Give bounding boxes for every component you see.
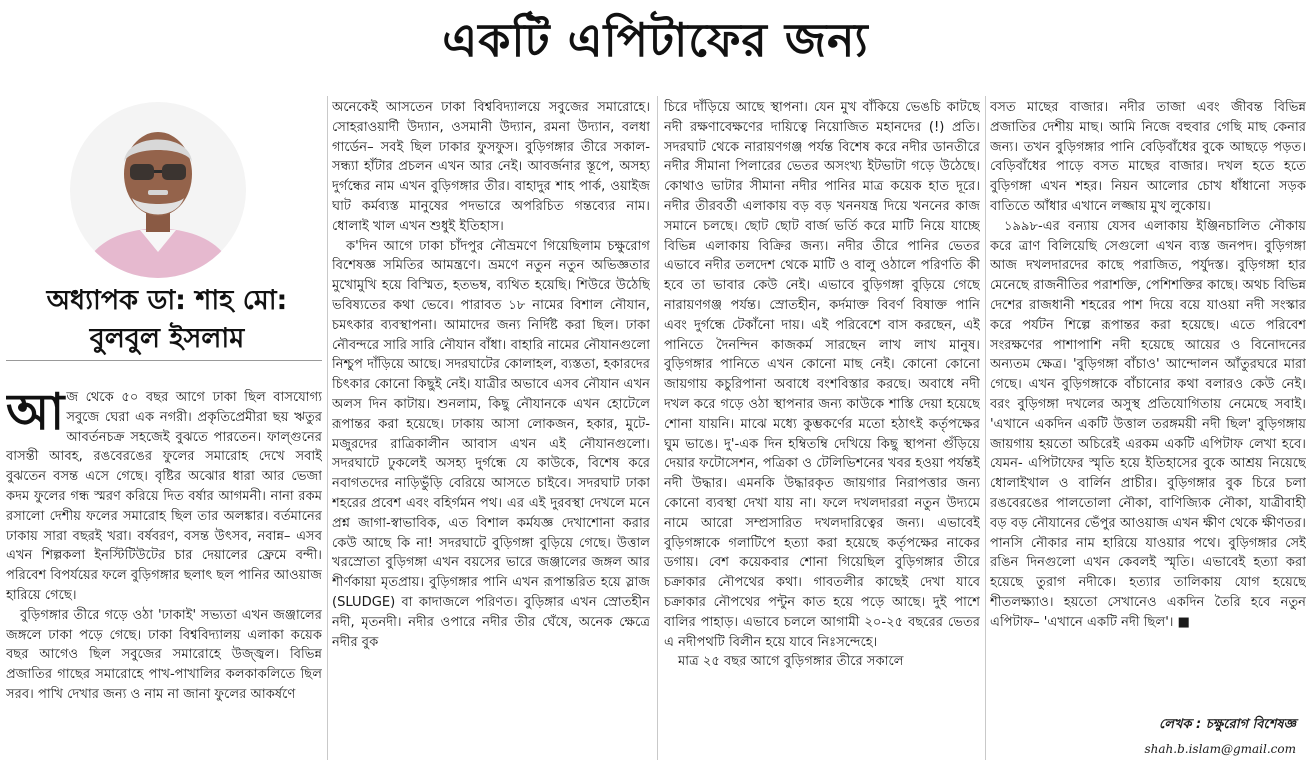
column-rule [327, 96, 328, 760]
article-column-1 [6, 388, 322, 760]
paragraph-text: জ থেকে ৫০ বছর আগে ঢাকা ছিল বাসযোগ্য সবুজে ঘেরা এক নগরী। প্রকৃতিপ্রেমীরা ছয় ঋতুর আবর্তনচক্র সহজেই বুঝতে পারতেন। ফাল্গুনের বাসন্তী আবহ, রঙবেরঙের ফুলের সমারোহ দেখে সবাই বুঝতেন বসন্ত এসে গেছে। বৃষ্টির অঝোর ধারা আর ভেজা কদম ফুলের গন্ধ স্মরণ করিয়ে দিত বর্ষার আগমনী। নানা রকম রসালো দেশীয় ফলের সমারোহ ছিল তার অলঙ্কার। বর্তমানের ঢাকায় সারা বছরই খরা। বর্ষবরণ, বসন্ত উৎসব, নবান্ন– এসব এখন শিল্পকলা ইনস্টিটিউটের চার দেয়ালের ফ্রেমে বন্দী। পরিবেশ বিপর্যয়ের ফলে বুড়িগঙ্গার ছলাৎ ছল পানির আওয়াজ হারিয়ে গেছে। [6, 390, 322, 603]
author-name-line2: বুলবুল ইসলাম [89, 323, 245, 354]
paragraph: বসত মাছের বাজার। নদীর তাজা এবং জীবন্ত বিভিন্ন প্রজাতির দেশীয় মাছ। আমি নিজে বহুবার গেছি মাছ কেনার জন্য। তখন বুড়িগঙ্গার পানি বেড়িবাঁধের বুকে আছড়ে পড়ত। বেড়িবাঁধের পাড়ে বসত মাছের বাজার। দখল হতে হতে বুড়িগঙ্গা এখন শহর। নিয়ন আলোর চোখ ধাঁধানো সড়ক বাতিতে আঁধার এখানে লজ্জায় মুখ লুকোয়। [990, 100, 1306, 214]
paragraph: বুড়িগঙ্গার তীরে গড়ে ওঠা 'ঢাকাই' সভ্যতা এখন জঞ্জালের জঙ্গলে ঢাকা পড়ে গেছে। ঢাকা বিশ্ববিদ্যালয় এলাকা কয়েক বছর আগেও ছিল সবুজের সমারোহে উজ্জ্বল। বিভিন্ন প্রজাতির গাছের সমারোহে পাখ-পাখালির কলকাকলিতে ছিল সরব। পাখি দেখার জন্য ও নাম না জানা ফুলের আকর্ষণে [6, 607, 322, 702]
author-email: shah.b.islam@gmail.com [1144, 742, 1296, 756]
author-name-line1: অধ্যাপক ডা: শাহ মো: [46, 285, 288, 316]
paragraph: চিরে দাঁড়িয়ে আছে স্থাপনা। যেন মুখ বাঁকিয়ে ভেঙচি কাটছে নদী রক্ষণাবেক্ষণের দায়িত্বে নিয়োজিত মহানদের (!) প্রতি। সদরঘাট থেকে নারায়ণগঞ্জ পর্যন্ত বিশেষ করে নদীর ডানতীরে নদীর সীমানা পিলারের ভেতর অসংখ্য ইটভাটা গড়ে উঠেছে। কোথাও ভাটার সীমানা নদীর পানির মাত্র কয়েক হাত দূরে। নদীর তীরবর্তী এলাকায় বড় বড় খননযন্ত্র দিয়ে খননের কাজ সমানে চলছে। ছোট ছোট বার্জ ভর্তি করে মাটি নিয়ে যাচ্ছে বিভিন্ন এলাকায় বিক্রির জন্য। নদীর তীরে পানির ভেতর এভাবে নদীর তলদেশ থেকে মাটি ও বালু ওঠালে পরিণতি কী হবে তা ভাবার কেউ নেই। এভাবে বুড়িগঙ্গা বুড়িয়ে গেছে নারায়ণগঞ্জ পর্যন্ত। স্রোতহীন, কর্দমাক্ত বিবর্ণ বিষাক্ত পানি এবং দুর্গন্ধে টেকাঁনো দায়। এই পরিবেশে বাস করছেন, এই পানিতে দৈনন্দিন কাজকর্ম সারছেন লাখ লাখ মানুষ। বুড়িগঙ্গার পানিতে এখন কোনো মাছ নেই। কোনো কোনো জায়গায় কচুরিপানা অবাধে বংশবিস্তার করছে। অবাধে নদী দখল করে গড়ে ওঠা স্থাপনার জন্য কাউকে শাস্তি দেয়া হয়েছে শোনা যায়নি। মাঝে মধ্যে কুম্ভকর্ণের মতো হঠাৎই কর্তৃপক্ষের ঘুম ভাঙে। দু'-এক দিন হম্বিতম্বি দেখিয়ে কিছু স্থাপনা গুঁড়িয়ে দেয়ার ফটোসেশন, পত্রিকা ও টেলিভিশনের খবর হওয়া পর্যন্তই নদী উদ্ধার। এমনকি উদ্ধারকৃত জায়গার নিরাপত্তার জন্য কোনো ব্যবস্থা দেখা যায় না। ফলে দখলদাররা নতুন উদ্যমে নামে আরো সম্প্রসারিত দখলদারিত্বের জন্য। এভাবেই বুড়িগঙ্গাকে গলাটিপে হত্যা করা হয়েছে কর্তৃপক্ষের নাকের ডগায়। বেশ কয়েকবার শোনা গিয়েছিল বুড়িগঙ্গার তীরে চক্রাকার নৌপথের কথা। গাবতলীর কাছেই দেখা যাবে চক্রাকার নৌপথের পন্টুন কাত হয়ে পড়ে আছে। দুই পাশে বালির পাহাড়। এভাবে চললে আগামী ২০-২৫ বছরের ভেতর এ নদীপথটি বিলীন হয়ে যাবে নিঃসন্দেহে। [664, 100, 980, 650]
author-credit: লেখক : চক্ষুরোগ বিশেষজ্ঞ [1158, 717, 1296, 732]
drop-cap: আ [6, 388, 65, 441]
paragraph: মাত্র ২৫ বছর আগে বুড়িগঙ্গার তীরে সকালে [678, 654, 904, 670]
paragraph [6, 388, 322, 606]
article-title: একটি এপিটাফের জন্য [442, 13, 869, 67]
byline-divider [6, 360, 322, 361]
article-column-2 [332, 98, 650, 760]
column-rule [657, 96, 658, 760]
paragraph: ক'দিন আগে ঢাকা চাঁদপুর নৌভ্রমণে গিয়েছিলাম চক্ষুরোগ বিশেষজ্ঞ সমিতির আমন্ত্রণে। ভ্রমণে নতুন নতুন অভিজ্ঞতার মুখোমুখি হয়ে বিস্মিত, হতভম্ব, ব্যথিত হয়েছি। শিউরে উঠেছি ভবিষ্যতের কথা ভেবে। পারাবত ১৮ নামের বিশাল নৌযান, চমৎকার ব্যবস্থাপনা। আমাদের জন্য নির্দিষ্ট করা ছিল। ঢাকা নৌবন্দরে সারি সারি নৌযান বাঁধা। বাহারি নামের নৌযানগুলো নিশ্চুপ দাঁড়িয়ে আছে। সদরঘাটের কোলাহল, ব্যস্ততা, হকারদের চিৎকার কোনো কিছুই নেই। যাত্রীর অভাবে এসব নৌযান এখন অলস দিন কাটায়। শুনলাম, কিছু নৌযানকে এখন হোটেলে রূপান্তর করা হয়েছে। ঢাকায় আসা লোকজন, হকার, মুটে-মজুরদের রাত্রিকালীন আবাস এখন এই নৌযানগুলো। সদরঘাটে ঢুকলেই অসহ্য দুর্গন্ধে যে কাউকে, বিশেষ করে নবাগতদের নাড়িভুঁড়ি বেরিয়ে আসতে চাইবে। সদরঘাট ঢাকা শহরের প্রবেশ এবং বহির্গমন পথ। এর এই দুরবস্থা দেখলে মনে প্রশ্ন জাগা-স্বাভাবিক, এত বিশাল কর্মযজ্ঞ দেখাশোনা করার কেউ আছে কি না! সদরঘাটে বুড়িগঙ্গা বুড়িয়ে গেছে। উত্তাল খরস্রোতা বুড়িগঙ্গা এখন বয়সের ভারে জঞ্জালের জঙ্গল আর শীর্ণকায়া মৃতপ্রায়। বুড়িগঙ্গার পানি এখন রূপান্তরিত হয়ে স্লাজ (SLUDGE) বা কাদাজলে পরিণত। বুড়িঙ্গার এখন স্রোতহীন নদী, মৃতনদী। নদীর ওপারে নদীর তীর ঘেঁষে, অনেক ক্ষেত্রে নদীর বুক [332, 238, 650, 650]
paragraph: অনেকেই আসতেন ঢাকা বিশ্ববিদ্যালয়ে সবুজের সমারোহে। সোহরাওয়ার্দী উদ্যান, ওসমানী উদ্যান, রমনা উদ্যান, বলধা গার্ডেন– সবই ছিল ঢাকার ফুসফুস। বুড়িগঙ্গার তীরে সকাল-সন্ধ্যা হাঁটার প্রচলন এখন আর নেই। আবর্জনার স্তূপে, অসহ্য দুর্গন্ধের নাম এখন বুড়িগঙ্গার তীর। বাহাদুর শাহ পার্ক, ওয়াইজ ঘাট কর্মব্যস্ত মানুষের পদভারে অপরিচিত গন্তব্যের নাম। ধোলাই খাল এখন শুধুই ইতিহাস। [332, 100, 650, 234]
author-photo [70, 102, 246, 278]
paragraph: ১৯৯৮-এর বন্যায় যেসব এলাকায় ইঞ্জিনচালিত নৌকায় করে ত্রাণ বিলিয়েছি সেগুলো এখন ব্যস্ত জনপদ। বুড়িগঙ্গা আজ দখলদারদের কাছে পরাজিত, পর্যুদস্ত। বুড়িগঙ্গা হার মেনেছে রাজনীতির পরাশক্তি, পেশিশক্তির কাছে। অথচ বিভিন্ন দেশের রাজধানী শহরের পাশ দিয়ে বয়ে যাওয়া নদী সংস্কার করে পর্যটন শিল্পে রূপান্তর করা হয়েছে। এতে পরিবেশ সংরক্ষণের পাশাপাশি নদী হয়েছে আয়ের ও বিনোদনের অন্যতম ক্ষেত্র। 'বুড়িগঙ্গা বাঁচাও' আন্দোলন আঁতুরঘরে মারা গেছে। এখন বুড়িগঙ্গাকে বাঁচানোর কথা বলারও কেউ নেই। বরং বুড়িগঙ্গা দখলের অসুস্থ প্রতিযোগিতায় নেমেছে সবাই। 'এখানে একদিন একটি উত্তাল তরঙ্গময়ী নদী ছিল' বুড়িগঙ্গায় জায়গায় হয়তো অচিরেই এরকম একটি এপিটাফ লেখা হবে। যেমন- এপিটাফের স্মৃতি হয়ে ইতিহাসের বুকে আশ্রয় নিয়েছে ধোলাইখাল ও বার্লিন প্রাচীর। বুড়িগঙ্গার বুক চিরে চলা রঙবেরঙের পালতোলা নৌকা, বাণিজ্যিক নৌকা, যাত্রীবাহী বড় বড় নৌযানের ভেঁপুর আওয়াজ এখন ক্ষীণ থেকে ক্ষীণতর। পানসি নৌকার নাম হারিয়ে যাওয়ার পথে। বুড়িগঙ্গার সেই রঙিন দিনগুলো এখন কেবলই স্মৃতি। এভাবেই হত্যা করা হয়েছে তুরাগ নদীকে। হত্যার তালিকায় যোগ হয়েছে শীতলক্ষ্যাও। হয়তো সেখানেও একদিন তৈরি হবে নতুন এপিটাফ– 'এখানে একটি নদী ছিল'। ■ [990, 218, 1306, 630]
author-byline [8, 282, 326, 358]
article-column-3 [664, 98, 980, 760]
article-column-4 [990, 98, 1306, 738]
column-rule [985, 96, 986, 760]
